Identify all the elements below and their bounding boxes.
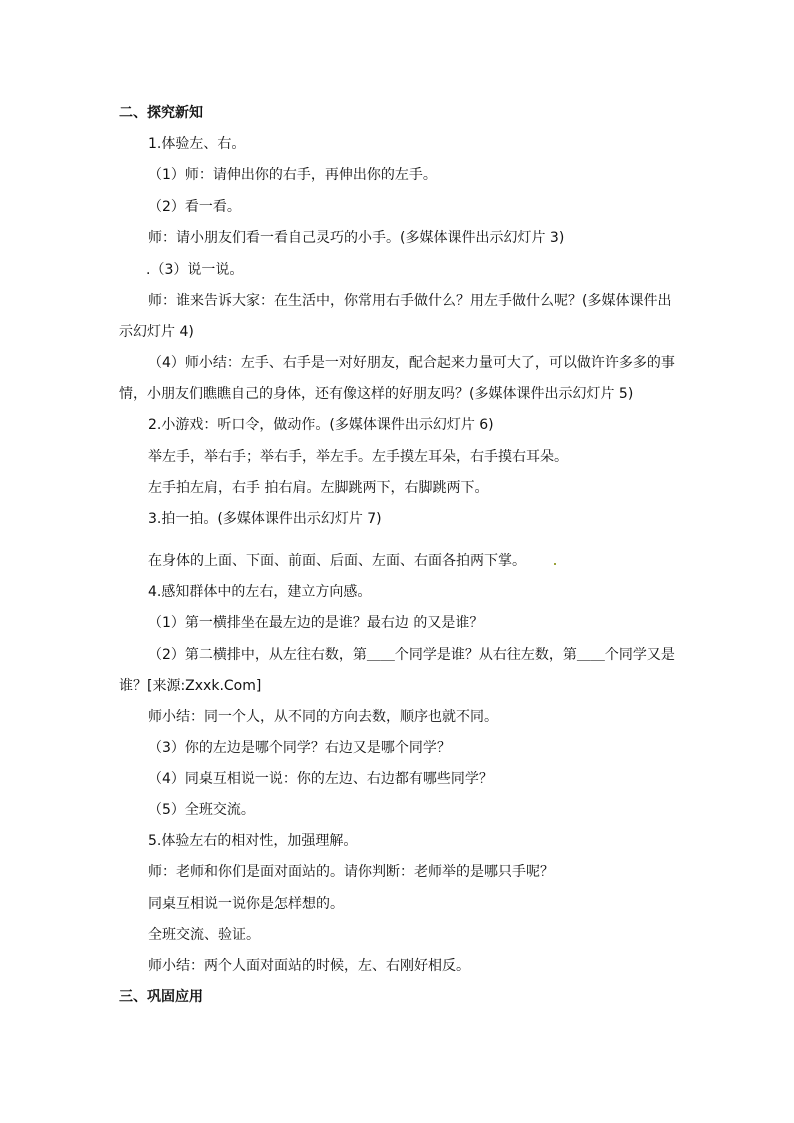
paragraph-continuation: 谁？[来源:Zxxk.Com] [119,678,262,694]
paragraph: 师：请小朋友们看一看自己灵巧的小手。(多媒体课件出示幻灯片 3) [148,230,565,246]
paragraph: .（3）说一说。 [146,262,244,278]
paragraph: （1）师：请伸出你的右手，再伸出你的左手。 [148,167,437,183]
paragraph: （2）看一看。 [148,199,241,215]
paragraph: 师：老师和你们是面对面站的。请你判断：老师举的是哪只手呢？ [148,864,554,880]
section-heading: 二、探究新知 [119,105,203,121]
paragraph: 4.感知群体中的左右，建立方向感。 [148,584,372,600]
paragraph: 全班交流、验证。 [148,927,260,943]
paragraph: 在身体的上面、下面、前面、后面、左面、右面各拍两下掌。 [148,553,526,569]
paragraph: 左手拍左肩，右手 拍右肩。左脚跳两下，右脚跳两下。 [148,480,489,496]
paragraph: 举左手，举右手；举右手，举左手。左手摸左耳朵，右手摸右耳朵。 [148,449,568,465]
stray-dot [554,563,556,565]
paragraph: 3.拍一拍。(多媒体课件出示幻灯片 7) [148,511,382,527]
paragraph-continuation: 示幻灯片 4) [119,324,194,340]
paragraph-continuation: 情，小朋友们瞧瞧自己的身体，还有像这样的好朋友吗？(多媒体课件出示幻灯片 5) [119,386,634,402]
paragraph: （1）第一横排坐在最左边的是谁？最右边 的又是谁？ [148,615,484,631]
paragraph: （3）你的左边是哪个同学？右边又是哪个同学？ [148,740,451,756]
paragraph: 师小结：同一个人，从不同的方向去数，顺序也就不同。 [148,709,498,725]
paragraph: 师：谁来告诉大家：在生活中，你常用右手做什么？用左手做什么呢？(多媒体课件出 [148,293,672,309]
paragraph: （4）师小结：左手、右手是一对好朋友，配合起来力量可大了，可以做许许多多的事 [148,355,675,371]
paragraph: 5.体验左右的相对性，加强理解。 [148,833,358,849]
paragraph: 2.小游戏：听口令，做动作。(多媒体课件出示幻灯片 6) [148,417,494,433]
paragraph: 1.体验左、右。 [148,136,246,152]
paragraph: （4）同桌互相说一说：你的左边、右边都有哪些同学？ [148,771,493,787]
section-heading: 三、巩固应用 [119,989,203,1005]
paragraph: 师小结：两个人面对面站的时候，左、右刚好相反。 [148,958,470,974]
paragraph: 同桌互相说一说你是怎样想的。 [148,896,344,912]
paragraph: （5）全班交流。 [148,802,255,818]
paragraph: （2）第二横排中，从左往右数，第＿＿个同学是谁？从右往左数，第＿＿个同学又是 [148,647,675,663]
